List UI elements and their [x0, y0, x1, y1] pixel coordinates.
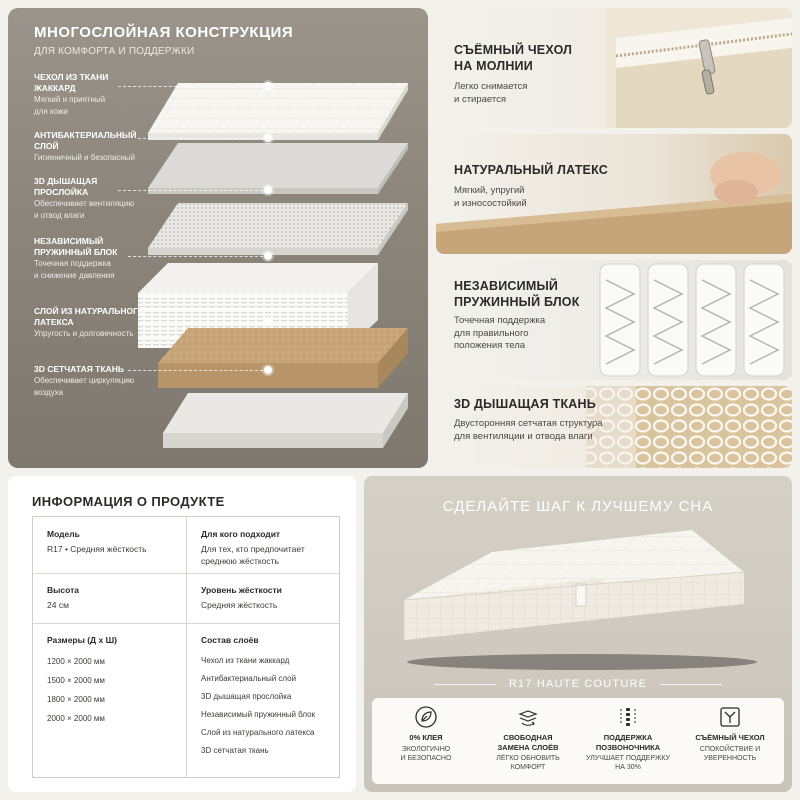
cell-height: Высота 24 см [47, 585, 79, 610]
list-item: 2000 × 2000 мм [47, 714, 105, 723]
cell-layers: Состав слоёв Чехол из ткани жаккард Антибактериальный слой 3D дышащая прослойка Независимый пружинный блок Слой из натурального латекса 3D сетчатая ткань [201, 635, 315, 760]
layers-subtitle: ДЛЯ КОМФОРТА И ПОДДЕРЖКИ [34, 46, 195, 57]
promo-title: СДЕЛАЙТЕ ШАГ К ЛУЧШЕМУ СНА [442, 498, 714, 515]
cell-firmness: Уровень жёсткости Средняя жёсткость [201, 585, 282, 610]
leader-line [138, 322, 268, 323]
zipper-cover-illustration [606, 8, 792, 128]
layer-label-latex: СЛОЙ ИЗ НАТУРАЛЬНОГО ЛАТЕКСА Упругость и долговечность [34, 306, 145, 338]
feature-description: Легко снимается и стирается [454, 81, 528, 105]
layer-label-springs: НЕЗАВИСИМЫЙ ПРУЖИННЫЙ БЛОК Точечная поддержка и снижение давления [34, 236, 118, 280]
layers-list [201, 652, 315, 760]
layers-title: МНОГОСЛОЙНАЯ КОНСТРУКЦИЯ [34, 24, 294, 41]
feature-description: Точечная поддержка для правильного положения тела [454, 315, 546, 351]
list-item: 1500 × 2000 мм [47, 676, 105, 685]
layer-label-jacquard: ЧЕХОЛ ИЗ ТКАНИ ЖАККАРД Мягкий и приятный для кожи [34, 72, 109, 116]
leaf-icon [415, 706, 437, 728]
benefit-badges [372, 698, 784, 784]
removable-cover-icon [719, 706, 741, 728]
table-divider [186, 517, 187, 777]
list-item: Независимый пружинный блок [201, 710, 316, 719]
list-item: 1800 × 2000 мм [47, 695, 105, 704]
layer-antibacterial [148, 143, 408, 194]
mattress-illustration [392, 522, 764, 672]
layer-jacquard-cover [148, 83, 408, 140]
table-divider [33, 573, 339, 574]
list-item: Антибактериальный слой [201, 674, 297, 683]
badge-removable-cover: СЪЁМНЫЙ ЧЕХОЛ СПОКОЙСТВИЕ И УВЕРЕННОСТЬ [682, 706, 778, 763]
sizes-list [47, 652, 117, 728]
feature-title: НАТУРАЛЬНЫЙ ЛАТЕКС [454, 163, 608, 177]
springs-illustration [596, 260, 792, 380]
list-item: 3D дышащая прослойка [201, 692, 292, 701]
feature-description: Мягкий, упругий и износостойкий [454, 185, 527, 209]
feature-card-zipper-cover [436, 8, 792, 128]
leader-dot [264, 252, 272, 260]
feature-card-3d-mesh [436, 386, 792, 468]
leader-line [118, 86, 268, 87]
layer-label-3d-interlayer: 3D ДЫШАЩАЯ ПРОСЛОЙКА Обеспечивает вентиляцию и отвод влаги [34, 176, 135, 220]
list-item: 3D сетчатая ткань [201, 746, 269, 755]
layer-3d-mesh-interlayer [148, 203, 408, 255]
product-info-table [32, 516, 340, 778]
leader-dot [264, 186, 272, 194]
feature-title: НЕЗАВИСИМЫЙ ПРУЖИННЫЙ БЛОК [454, 279, 580, 309]
spine-icon [617, 706, 639, 728]
leader-line [128, 370, 268, 371]
leader-line [118, 190, 268, 191]
badge-no-glue: 0% КЛЕЯ ЭКОЛОГИЧНО И БЕЗОПАСНО [378, 706, 474, 763]
cell-model: Модель R17 • Средняя жёсткость [47, 529, 147, 554]
layer-label-antibacterial: АНТИБАКТЕРИАЛЬНЫЙ СЛОЙ Гигиеничный и безопасный [34, 130, 137, 162]
feature-title: СЪЁМНЫЙ ЧЕХОЛ НА МОЛНИИ [454, 43, 573, 73]
layer-3d-mesh-fabric [163, 393, 408, 448]
leader-line [138, 138, 268, 139]
info-title: ИНФОРМАЦИЯ О ПРОДУКТЕ [32, 494, 225, 509]
feature-card-natural-latex [436, 134, 792, 254]
promo-panel [364, 476, 792, 792]
brand-divider [660, 684, 722, 685]
feature-card-pocket-springs [436, 260, 792, 380]
badge-layer-swap: СВОБОДНАЯ ЗАМЕНА СЛОЁВ ЛЁГКО ОБНОВИТЬ КОМФОРТ [480, 706, 576, 772]
product-info-panel [8, 476, 356, 792]
layers-panel [8, 8, 428, 468]
list-item: Слой из натурального латекса [201, 728, 315, 737]
brand-name: R17 HAUTE COUTURE [508, 678, 648, 690]
list-item: Чехол из ткани жаккард [201, 656, 290, 665]
layer-natural-latex [158, 328, 408, 388]
leader-dot [264, 366, 272, 374]
leader-line [128, 256, 268, 257]
leader-dot [264, 318, 272, 326]
badge-spine-support: ПОДДЕРЖКА ПОЗВОНОЧНИКА УЛУЧШАЕТ ПОДДЕРЖКУ НА 30% [580, 706, 676, 772]
cell-sizes: Размеры (Д х Ш) 1200 × 2000 мм 1500 × 2000 мм 1800 × 2000 мм 2000 × 2000 мм [47, 635, 117, 728]
feature-description: Двусторонняя сетчатая структура для вентиляции и отвода влаги [454, 418, 603, 442]
leader-dot [264, 82, 272, 90]
leader-dot [264, 134, 272, 142]
cell-suitable-for: Для кого подходит Для тех, кто предпочитает среднюю жёсткость [201, 529, 305, 566]
layer-label-mesh-fabric: 3D СЕТЧАТАЯ ТКАНЬ Обеспечивает циркуляцию воздуха [34, 364, 134, 397]
table-divider [33, 623, 339, 624]
layers-swap-icon [517, 706, 539, 728]
feature-title: 3D ДЫШАЩАЯ ТКАНЬ [454, 397, 596, 411]
list-item: 1200 × 2000 мм [47, 657, 105, 666]
